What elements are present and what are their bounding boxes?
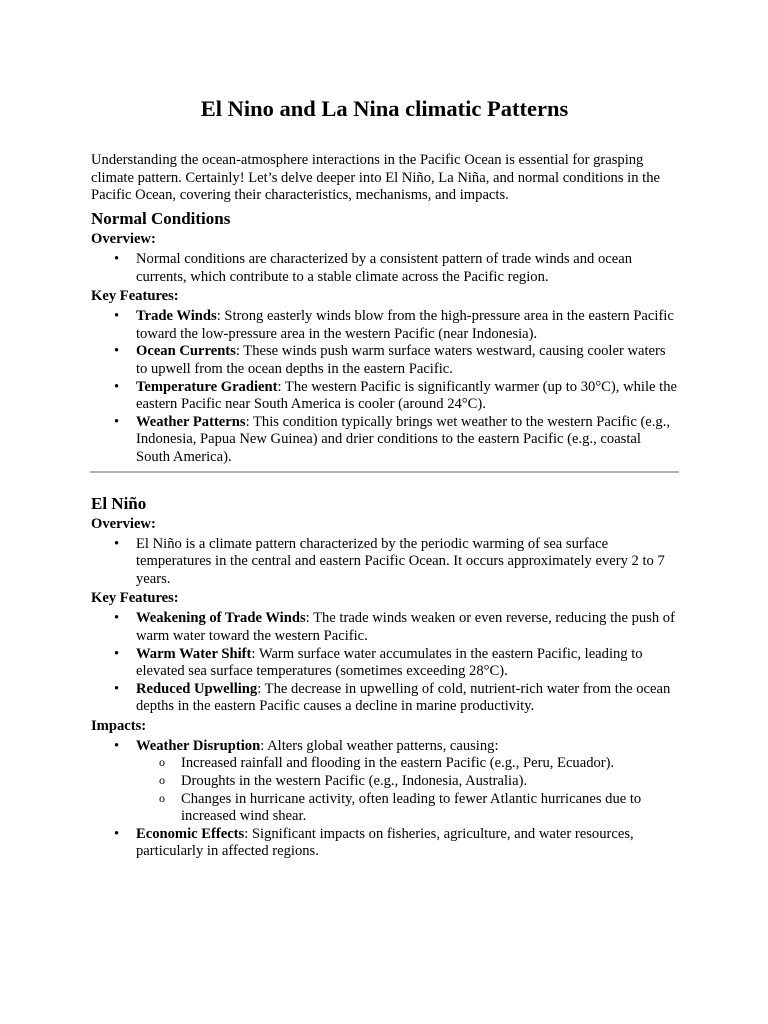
sublist-item: o Increased rainfall and flooding in the eastern Pacific (e.g., Peru, Ecuador).	[181, 755, 678, 773]
normal-key-features-label: Key Features:	[91, 288, 179, 305]
list-item	[136, 343, 678, 378]
feature-term: Weather Patterns	[136, 413, 246, 430]
normal-overview-label: Overview:	[91, 231, 156, 247]
feature-text: : The trade winds weaken or even reverse, reducing the push of warm water toward the western Pacific.	[136, 610, 675, 644]
list-item-text: El Niño is a climate pattern characterized by the periodic warming of sea surface temperatures in the central and eastern Pacific Ocean. It occurs approximately every 2 to 7 years.	[136, 535, 665, 587]
elnino-heading: El Niño	[91, 493, 147, 513]
feature-text: : This condition typically brings wet weather to the western Pacific (e.g., Indonesia, Papua New Guinea) and drier conditions to the eastern Pacific (e.g., coastal South America).	[136, 413, 671, 465]
impact-sublist	[136, 755, 678, 825]
feature-term: Ocean Currents	[136, 343, 236, 360]
list-item	[136, 646, 678, 681]
sublist-item: o Changes in hurricane activity, often leading to fewer Atlantic hurricanes due to increased wind shear.	[181, 791, 678, 826]
list-item	[136, 308, 678, 343]
feature-term: Reduced Upwelling	[136, 680, 258, 697]
list-item	[136, 251, 678, 286]
feature-text: : Strong easterly winds blow from the high-pressure area in the eastern Pacific toward the low-pressure area in the western Pacific (near Indonesia).	[136, 308, 674, 342]
feature-term: Trade Winds	[136, 308, 217, 325]
intro-paragraph: Understanding the ocean-atmosphere interactions in the Pacific Ocean is essential for grasping climate pattern. Certainly! Let’s delve deeper into El Niño, La Niña, and normal conditions in the Pacific Ocean, covering their characteristics, mechanisms, and impacts.	[91, 152, 660, 204]
impact-term: Economic Effects	[136, 825, 245, 842]
sublist-item: o Droughts in the western Pacific (e.g., Indonesia, Australia).	[181, 773, 678, 791]
list-item	[136, 826, 678, 861]
document-title: El Nino and La Nina climatic Patterns	[200, 96, 569, 121]
feature-term: Warm Water Shift	[136, 645, 252, 662]
normal-heading: Normal Conditions	[91, 209, 231, 228]
list-item	[136, 610, 678, 645]
elnino-impacts-list	[91, 738, 678, 861]
elnino-overview-label: Overview:	[91, 515, 156, 532]
elnino-impacts-label: Impacts:	[91, 717, 147, 734]
list-item	[136, 414, 678, 467]
list-item-text: Normal conditions are characterized by a consistent pattern of trade winds and ocean currents, which contribute to a stable climate across the Pacific region.	[136, 251, 632, 285]
feature-text: : Warm surface water accumulates in the eastern Pacific, leading to elevated sea surface temperatures (sometimes exceeding 28°C).	[136, 645, 643, 680]
impact-term: Weather Disruption	[136, 737, 261, 754]
feature-term: Weakening of Trade Winds	[136, 610, 306, 627]
list-item	[136, 536, 678, 589]
section-normal-conditions	[91, 208, 678, 467]
elnino-key-features-label: Key Features:	[91, 590, 179, 607]
feature-text: : These winds push warm surface waters westward, causing cooler waters to upwell from the ocean depths in the eastern Pacific.	[136, 343, 666, 377]
impact-text: : Alters global weather patterns, causing:	[260, 737, 499, 754]
feature-text: : The decrease in upwelling of cold, nutrient-rich water from the ocean depths in the eastern Pacific causes a decline in marine productivity.	[136, 680, 671, 715]
elnino-overview-list	[91, 536, 678, 589]
elnino-key-features-list	[91, 610, 678, 716]
list-item	[136, 379, 678, 414]
impact-text: : Significant impacts on fisheries, agriculture, and water resources, particularly in affected regions.	[136, 825, 634, 860]
feature-text: : The western Pacific is significantly warmer (up to 30°C), while the eastern Pacific near South America is cooler (around 24°C).	[136, 378, 677, 413]
section-el-nino	[91, 493, 678, 862]
horizontal-divider	[90, 471, 679, 473]
normal-overview-list	[91, 251, 678, 286]
list-item	[136, 681, 678, 716]
list-item	[136, 738, 678, 826]
feature-term: Temperature Gradient	[136, 378, 278, 395]
normal-key-features-list	[91, 308, 678, 466]
